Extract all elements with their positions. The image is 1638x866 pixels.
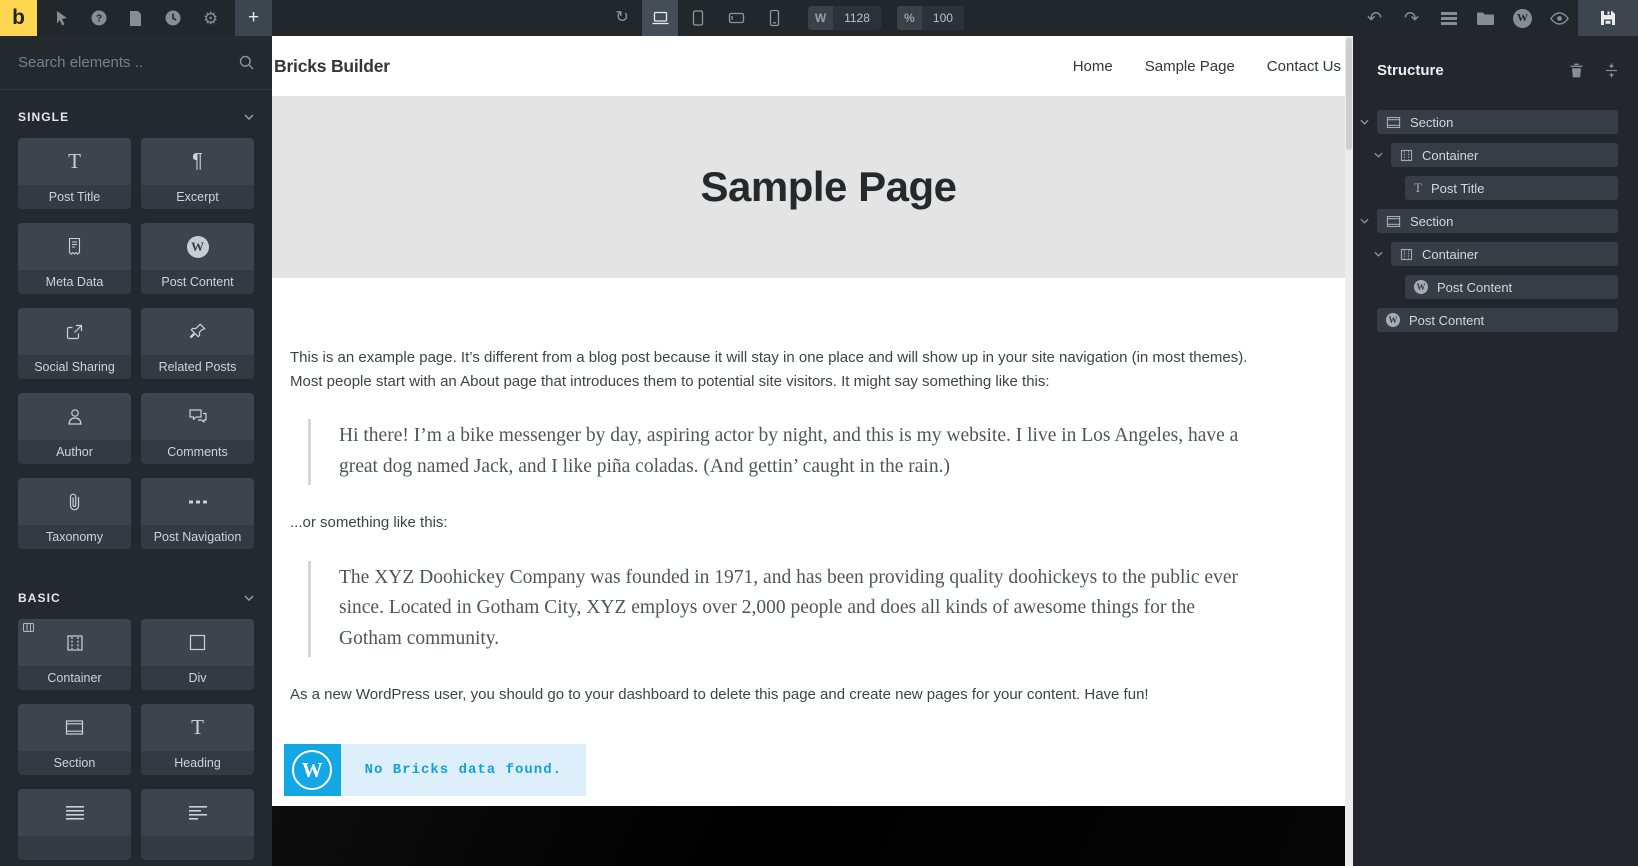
element-label: Post Title [18, 185, 131, 209]
top-toolbar [0, 0, 1638, 36]
tree-row-post-content[interactable] [1377, 308, 1618, 332]
element-card-post-title[interactable] [18, 138, 131, 209]
toolbar-center-group [242, 0, 1326, 36]
canvas-zoom-field [897, 6, 964, 30]
structure-tree [1377, 110, 1618, 332]
page-settings-icon[interactable] [123, 0, 149, 36]
div-square-icon [189, 634, 206, 651]
width-label: W [808, 6, 833, 30]
settings-gear-icon[interactable]: ⚙ [203, 8, 219, 28]
element-card-heading[interactable] [141, 704, 254, 775]
element-card-excerpt[interactable] [141, 138, 254, 209]
align-left-lines-icon [189, 806, 207, 820]
user-icon [66, 407, 84, 426]
element-card-author[interactable] [18, 393, 131, 464]
hero-section [272, 96, 1345, 278]
element-label [141, 836, 254, 860]
container-icon [1400, 248, 1413, 261]
element-label: Taxonomy [18, 525, 131, 549]
viewport-desktop-button[interactable] [642, 0, 678, 36]
tree-row-label: Container [1422, 147, 1479, 163]
viewport-tablet-portrait-button[interactable] [680, 0, 716, 36]
element-label: Heading [141, 751, 254, 775]
share-icon [65, 323, 84, 341]
search-row [0, 36, 272, 90]
tree-row-label: Post Title [1430, 180, 1485, 196]
tree-row-section[interactable] [1377, 110, 1618, 134]
tree-row-post-title[interactable] [1405, 176, 1618, 200]
element-label: Excerpt [141, 185, 254, 209]
element-label: Container [18, 666, 131, 690]
tree-row-label: Section [1410, 213, 1454, 229]
section-label: SINGLE [18, 110, 70, 124]
dots-icon [189, 500, 207, 504]
wordpress-icon: W [187, 236, 209, 258]
element-card-related-posts[interactable] [141, 308, 254, 379]
canvas-width-field [808, 6, 881, 30]
pin-icon [188, 322, 207, 341]
element-card-post-navigation[interactable] [141, 478, 254, 549]
chevron-down-icon[interactable] [1374, 251, 1383, 257]
wordpress-icon: W [292, 750, 332, 790]
tree-row-label: Container [1422, 246, 1479, 262]
element-card-div[interactable] [141, 619, 254, 690]
no-bricks-data-notice[interactable] [284, 744, 586, 796]
reload-icon[interactable]: ↻ [615, 9, 629, 26]
element-card-meta-data[interactable] [18, 223, 131, 294]
chevron-down-icon[interactable] [1374, 152, 1383, 158]
chevron-down-icon [244, 114, 254, 120]
paragraph: As a new WordPress user, you should go to your dashboard to delete this page and create new pages for your content. Have fun! [290, 686, 1149, 704]
paragraph: This is an example page. It’s different from a blog post because it will stay in one place and will show up in your site navigation (in most themes). Most people start with an About page that introduces them to potential site visitors. It might say something like this: [290, 349, 1248, 390]
help-icon[interactable] [86, 0, 112, 36]
heading-icon: T [191, 715, 204, 739]
element-card-taxonomy[interactable] [18, 478, 131, 549]
element-label: Related Posts [141, 355, 254, 379]
tree-row-container[interactable] [1391, 242, 1618, 266]
basic-elements-grid [0, 619, 272, 860]
notice-message: No Bricks data found. [341, 744, 586, 796]
wordpress-admin-icon[interactable]: W [1504, 0, 1541, 36]
add-element-button[interactable]: + [235, 0, 272, 36]
section-header-basic[interactable] [0, 549, 272, 619]
preview-eye-icon[interactable] [1541, 0, 1578, 36]
element-card-container[interactable] [18, 619, 131, 690]
footer-section[interactable] [272, 806, 1345, 866]
page-canvas [272, 36, 1345, 866]
section-label: BASIC [18, 591, 61, 605]
element-label: Post Navigation [141, 525, 254, 549]
delete-trash-icon[interactable] [1570, 63, 1583, 78]
chevron-down-icon[interactable] [1360, 218, 1369, 224]
element-card-post-content[interactable] [141, 223, 254, 294]
section-icon [1386, 116, 1401, 129]
meta-data-icon [66, 237, 83, 256]
tree-row-label: Post Content [1409, 312, 1485, 328]
save-button[interactable] [1578, 0, 1638, 36]
nav-link-contact-us[interactable]: Contact Us [1266, 57, 1341, 75]
element-label: Div [141, 666, 254, 690]
element-label: Post Content [141, 270, 254, 294]
comments-icon [188, 408, 208, 425]
element-label: Author [18, 440, 131, 464]
site-header [272, 36, 1345, 96]
undo-icon[interactable]: ↶ [1366, 8, 1383, 28]
text-lines-icon [66, 806, 84, 820]
bricks-logo[interactable]: b [0, 0, 37, 36]
templates-folder-icon[interactable] [1467, 0, 1504, 36]
width-value-input[interactable]: 1128 [833, 6, 881, 30]
scrollbar-thumb[interactable] [1346, 38, 1352, 150]
structure-title: Structure [1377, 61, 1444, 79]
paragraph: ...or something like this: [290, 513, 448, 531]
history-icon[interactable] [160, 0, 186, 36]
element-label: Section [18, 751, 131, 775]
wordpress-icon: W [1386, 313, 1400, 327]
search-icon [239, 55, 254, 70]
excerpt-pilcrow-icon: ¶ [192, 150, 203, 172]
tree-row-post-content[interactable] [1405, 275, 1618, 299]
zoom-value-input[interactable]: 100 [922, 6, 964, 30]
blockquote: Hi there! I’m a bike messenger by day, aspiring actor by night, and this is my website. I live in Los Angeles, have a great dog named Jack, and I like piña coladas. (And gettin’ caught in the rain.) [308, 419, 1243, 485]
section-icon [1386, 215, 1401, 228]
tree-row-label: Section [1410, 114, 1454, 130]
nav-link-sample-page[interactable]: Sample Page [1144, 57, 1235, 75]
redo-icon[interactable]: ↷ [1403, 8, 1420, 28]
svg-text:?: ? [95, 13, 102, 25]
chevron-down-icon[interactable] [1360, 119, 1369, 125]
canvas-scrollbar[interactable] [1345, 36, 1353, 866]
structure-panel [1353, 36, 1638, 866]
element-card-text-editor[interactable] [18, 789, 131, 860]
zoom-label: % [897, 6, 922, 30]
search-input[interactable] [18, 54, 231, 71]
notice-wordpress-badge [284, 744, 341, 796]
elements-sidebar [0, 36, 272, 866]
nav-link-home[interactable]: Home [1072, 57, 1113, 75]
viewport-mobile-button[interactable] [756, 0, 792, 36]
tree-row-label: Post Content [1437, 279, 1513, 295]
element-label: Social Sharing [18, 355, 131, 379]
element-card-section[interactable] [18, 704, 131, 775]
section-icon [65, 719, 84, 736]
element-label: Comments [141, 440, 254, 464]
section-header-single[interactable] [0, 90, 272, 138]
single-elements-grid [0, 138, 272, 549]
element-card-social-sharing[interactable] [18, 308, 131, 379]
container-icon [1400, 149, 1413, 162]
structure-list-icon[interactable] [1430, 0, 1467, 36]
container-icon [66, 634, 84, 652]
paperclip-icon [68, 492, 81, 512]
text-icon: T [1414, 180, 1422, 195]
viewport-tablet-landscape-button[interactable] [718, 0, 754, 36]
post-content-element[interactable] [272, 278, 1345, 744]
toolbar-right-group [1356, 0, 1638, 36]
tree-row-container[interactable] [1391, 143, 1618, 167]
element-label: Meta Data [18, 270, 131, 294]
collapse-all-icon[interactable] [1605, 63, 1618, 78]
structure-header [1377, 36, 1618, 94]
wordpress-icon: W [1414, 280, 1428, 294]
post-title-icon: T [68, 149, 81, 173]
element-actions-cursor-icon[interactable] [48, 0, 74, 36]
element-card-text[interactable] [141, 789, 254, 860]
post-title-element[interactable]: Sample Page [700, 163, 957, 210]
site-title-link[interactable]: Bricks Builder [274, 55, 390, 76]
chevron-down-icon [244, 595, 254, 601]
columns-badge-icon [23, 623, 34, 632]
element-label [18, 836, 131, 860]
site-nav [1073, 58, 1341, 75]
tree-row-section[interactable] [1377, 209, 1618, 233]
blockquote: The XYZ Doohickey Company was founded in 1971, and has been providing quality doohickeys to the public ever since. Located in Gotham City, XYZ employs over 2,000 people and does all kinds of awesome things for the Gotham community. [308, 561, 1243, 657]
toolbar-left-group [37, 0, 235, 36]
element-card-comments[interactable] [141, 393, 254, 464]
structure-actions [1570, 63, 1618, 78]
